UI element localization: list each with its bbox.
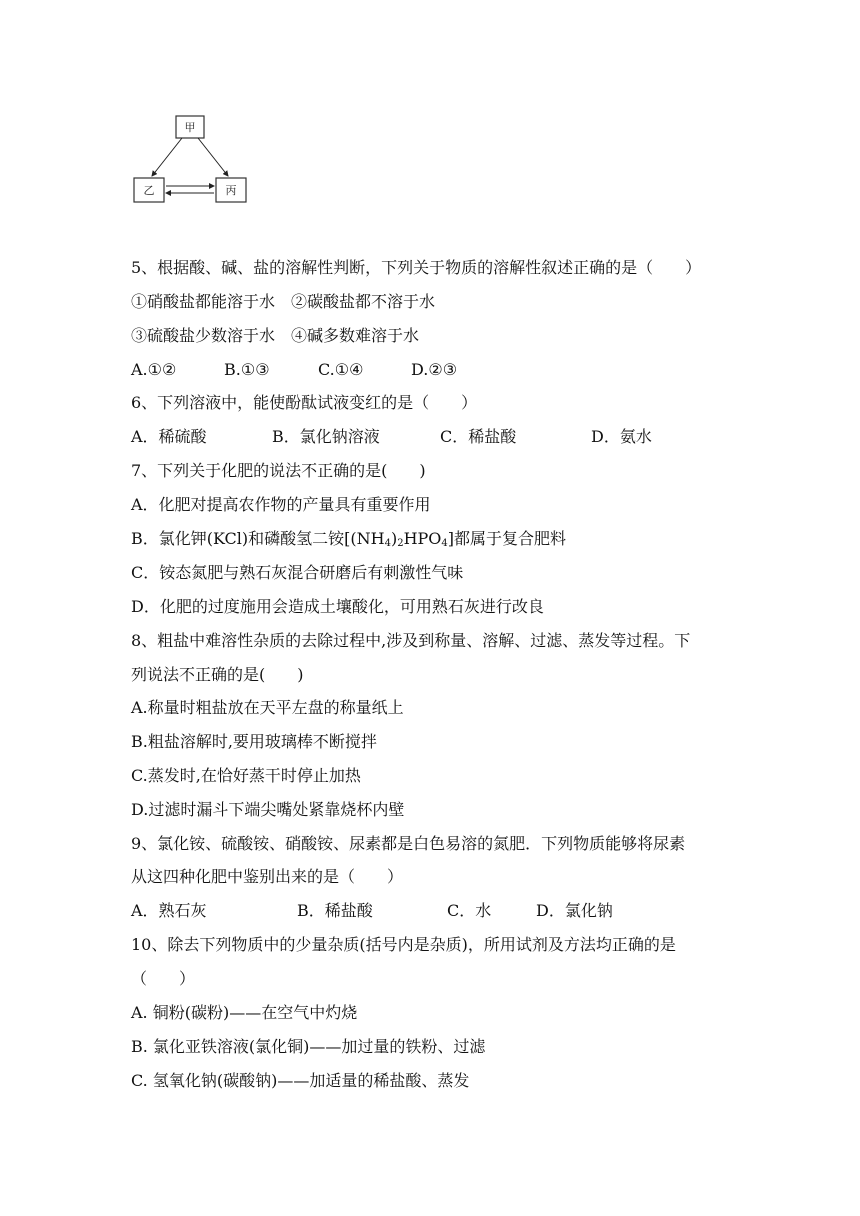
q5-line1: ①硝酸盐都能溶于水 ②碳酸盐都不溶于水 [131, 292, 436, 311]
q7-b-sub-1: 4 [384, 538, 391, 549]
q6-option-b: B．氯化钠溶液 [272, 427, 380, 446]
q9-option-b: B．稀盐酸 [297, 901, 373, 920]
q9-option-c: C．水 [447, 901, 492, 920]
q6-option-d: D．氨水 [591, 427, 652, 446]
q7-option-c: C．铵态氮肥与熟石灰混合研磨后有刺激性气味 [131, 563, 464, 582]
q10-option-c: C. 氢氧化钠(碳酸钠)——加适量的稀盐酸、蒸发 [131, 1071, 470, 1090]
q7-b-sub-2: 2 [397, 538, 404, 549]
q8-stem-line2: 列说法不正确的是( ) [131, 665, 304, 684]
q9-stem-line2: 从这四种化肥中鉴别出来的是（ ） [131, 867, 404, 886]
box-left [134, 178, 164, 202]
q8-option-c: C.蒸发时,在恰好蒸干时停止加热 [131, 766, 361, 785]
box-top-label: 甲 [184, 121, 196, 134]
q5-option-d: D.②③ [411, 360, 458, 379]
q10-option-b: B. 氯化亚铁溶液(氯化铜)——加过量的铁粉、过滤 [131, 1037, 486, 1056]
box-right-label: 丙 [225, 184, 237, 197]
q5-line2: ③硫酸盐少数溶于水 ④碱多数难溶于水 [131, 326, 420, 345]
q7-option-d: D．化肥的过度施用会造成土壤酸化，可用熟石灰进行改良 [131, 597, 544, 616]
q9-option-a: A．熟石灰 [131, 901, 207, 920]
relationship-diagram [130, 112, 250, 208]
q7-b-sub-3: 4 [441, 538, 448, 549]
arrow-top-to-right [198, 138, 228, 176]
q8-option-d: D.过滤时漏斗下端尖嘴处紧靠烧杯内壁 [131, 800, 405, 819]
q10-option-a: A. 铜粉(碳粉)——在空气中灼烧 [131, 1003, 358, 1022]
box-top [176, 116, 204, 138]
q7-option-b [131, 528, 741, 550]
q5-option-c: C.①④ [318, 360, 364, 379]
q6-option-a: A．稀硫酸 [131, 427, 207, 446]
arrow-top-to-left [152, 138, 182, 176]
q9-stem-line1: 9、氯化铵、硫酸铵、硝酸铵、尿素都是白色易溶的氮肥．下列物质能够将尿素 [131, 834, 686, 853]
q6-stem: 6、下列溶液中，能使酚酞试液变红的是（ ） [131, 393, 478, 412]
q7-b-text-1: B．氯化钾(KCl)和磷酸氢二铵[(NH [131, 529, 385, 548]
q7-b-text-2: ) [390, 529, 398, 548]
q7-option-a: A．化肥对提高农作物的产量具有重要作用 [131, 495, 431, 514]
q10-stem-line1: 10、除去下列物质中的少量杂质(括号内是杂质)，所用试剂及方法均正确的是 [131, 935, 676, 954]
box-right [216, 178, 246, 202]
q8-stem-line1: 8、粗盐中难溶性杂质的去除过程中,涉及到称量、溶解、过滤、蒸发等过程。下 [131, 631, 691, 650]
q5-stem: 5、根据酸、碱、盐的溶解性判断，下列关于物质的溶解性叙述正确的是（ ） [131, 258, 702, 277]
q7-stem: 7、下列关于化肥的说法不正确的是( ) [131, 461, 426, 480]
q5-option-a: A.①② [131, 360, 177, 379]
q5-option-b: B.①③ [224, 360, 270, 379]
box-left-label: 乙 [143, 184, 155, 197]
q8-option-b: B.粗盐溶解时,要用玻璃棒不断搅拌 [131, 732, 377, 751]
q7-b-text-4: ]都属于复合肥料 [447, 529, 567, 548]
q8-option-a: A.称量时粗盐放在天平左盘的称量纸上 [131, 698, 404, 717]
q6-option-c: C．稀盐酸 [440, 427, 517, 446]
q7-b-text-3: HPO [403, 529, 442, 548]
q10-stem-line2: （ ） [131, 969, 196, 988]
q9-option-d: D．氯化钠 [536, 901, 613, 920]
